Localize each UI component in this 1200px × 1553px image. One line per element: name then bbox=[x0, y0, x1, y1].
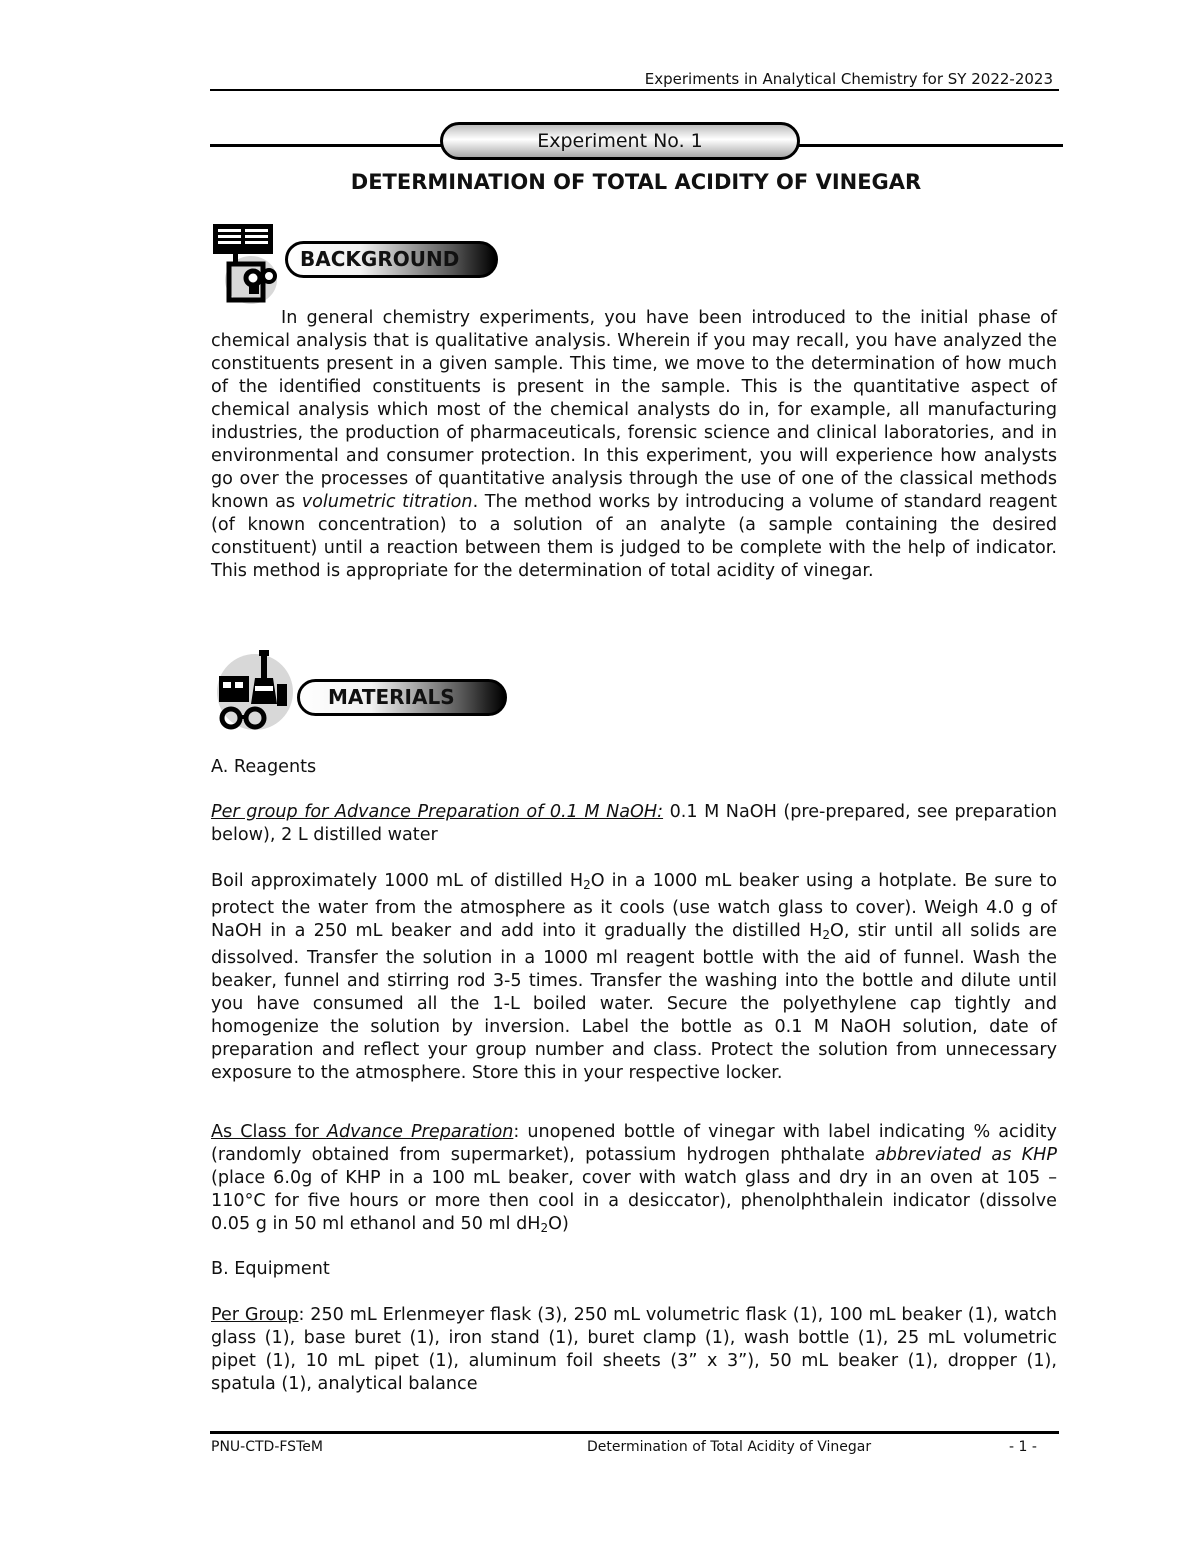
naoh-preparation-paragraph bbox=[211, 870, 1057, 1085]
khp-abbreviation: abbreviated as KHP bbox=[875, 1145, 1057, 1165]
group-preparation-label: Per group for Advance Preparation of 0.1 M NaOH: bbox=[211, 802, 664, 822]
lab-glassware-icon bbox=[211, 646, 297, 734]
materials-heading: MATERIALS bbox=[297, 679, 507, 716]
subscript-2: 2 bbox=[822, 928, 830, 942]
equipment-heading: B. Equipment bbox=[211, 1259, 330, 1279]
reading-book-icon bbox=[211, 220, 291, 306]
banner-rule-right bbox=[798, 144, 1063, 147]
class-label: As Class for bbox=[211, 1122, 327, 1142]
footer-left: PNU-CTD-FSTeM bbox=[211, 1439, 323, 1455]
subscript-2: 2 bbox=[583, 878, 591, 892]
class-text-3: O) bbox=[548, 1214, 569, 1234]
naoh-prep-text-1: Boil approximately 1000 mL of distilled H bbox=[211, 871, 584, 891]
class-text-1: : unopened bottle of vinegar with label indicating % acidity (randomly obtained from supermarket), potassium hydrogen phthalate bbox=[211, 1122, 1057, 1165]
class-preparation-paragraph bbox=[211, 1121, 1057, 1240]
equipment-label: Per Group bbox=[211, 1305, 299, 1325]
equipment-text: : 250 mL Erlenmeyer flask (3), 250 mL volumetric flask (1), 100 mL beaker (1), watch glass (1), base buret (1), iron stand (1), buret clamp (1), wash bottle (1), 25 mL volumetric pipet (1), 10 mL pipet (1), aluminum foil sheets (3” x 3”), 50 mL beaker (1), dropper (1), spatula (1), analytical balance bbox=[211, 1305, 1057, 1394]
class-label-italic: Advance Preparation bbox=[326, 1122, 514, 1142]
header-rule bbox=[210, 89, 1059, 91]
running-header: Experiments in Analytical Chemistry for SY 2022-2023 bbox=[644, 70, 1053, 88]
volumetric-titration-term: volumetric titration bbox=[301, 492, 473, 512]
experiment-label: Experiment No. 1 bbox=[440, 122, 800, 160]
page-title: DETERMINATION OF TOTAL ACIDITY OF VINEGAR bbox=[350, 170, 922, 194]
background-paragraph bbox=[211, 307, 1057, 583]
banner-rule-left bbox=[210, 144, 442, 147]
equipment-paragraph bbox=[211, 1304, 1057, 1396]
group-preparation-text: 0.1 M NaOH (pre-prepared, see preparation below), 2 L distilled water bbox=[211, 802, 1058, 845]
footer-center: Determination of Total Acidity of Vinegar bbox=[587, 1439, 872, 1455]
page-number: - 1 - bbox=[1009, 1439, 1037, 1455]
subscript-2: 2 bbox=[540, 1221, 549, 1235]
naoh-prep-text-2: O in a 1000 mL beaker using a hotplate. Be sure to protect the water from the atmosphere as it cools (use watch glass to cover). Weigh 4.0 g of NaOH in a 250 mL beaker and add into it gradually the distilled H bbox=[211, 871, 1057, 941]
class-text-2: (place 6.0g of KHP in a 100 mL beaker, cover with watch glass and dry in an oven at 105 – 110°C for five hours or more then cool in a desiccator), phenolphthalein indicator (dissolve 0.05 g in 50 ml ethanol and 50 ml dH bbox=[211, 1168, 1057, 1234]
naoh-prep-text-3: O, stir until all solids are dissolved. Transfer the solution in a 1000 ml reagent bottle with the aid of funnel. Wash the beaker, funnel and stirring rod 3-5 times. Transfer the washing into the bottle and dilute until you have consumed all the 1-L boiled water. Secure the polyethylene cap tightly and homogenize the solution by inversion. Label the bottle as 0.1 M NaOH solution, date of preparation and reflect your group number and class. Protect the solution from unnecessary exposure to the atmosphere. Store this in your respective locker. bbox=[211, 921, 1057, 1083]
background-text-2: . The method works by introducing a volume of standard reagent (of known concentration) to a solution of an analyte (a sample containing the desired constituent) until a reaction between them is judged to be complete with the help of indicator. This method is appropriate for the determination of total acidity of vinegar. bbox=[211, 492, 1058, 581]
reagents-heading: A. Reagents bbox=[211, 757, 317, 777]
footer-rule bbox=[210, 1431, 1059, 1434]
background-text-1: In general chemistry experiments, you have been introduced to the initial phase of chemical analysis that is qualitative analysis. Wherein if you may recall, you have analyzed the constituents present in a given sample. This time, we move to the determination of how much of the identified constituents is present in the sample. This is the quantitative aspect of chemical analysis which most of the chemical analysts do in, for example, all manufacturing industries, the production of pharmaceuticals, forensic science and clinical laboratories, and in environmental and consumer protection. In this experiment, you will experience how analysts go over the processes of quantitative analysis through the use of one of the classical methods known as bbox=[211, 308, 1057, 512]
background-heading: BACKGROUND bbox=[285, 241, 498, 278]
group-preparation-paragraph bbox=[211, 801, 1057, 847]
